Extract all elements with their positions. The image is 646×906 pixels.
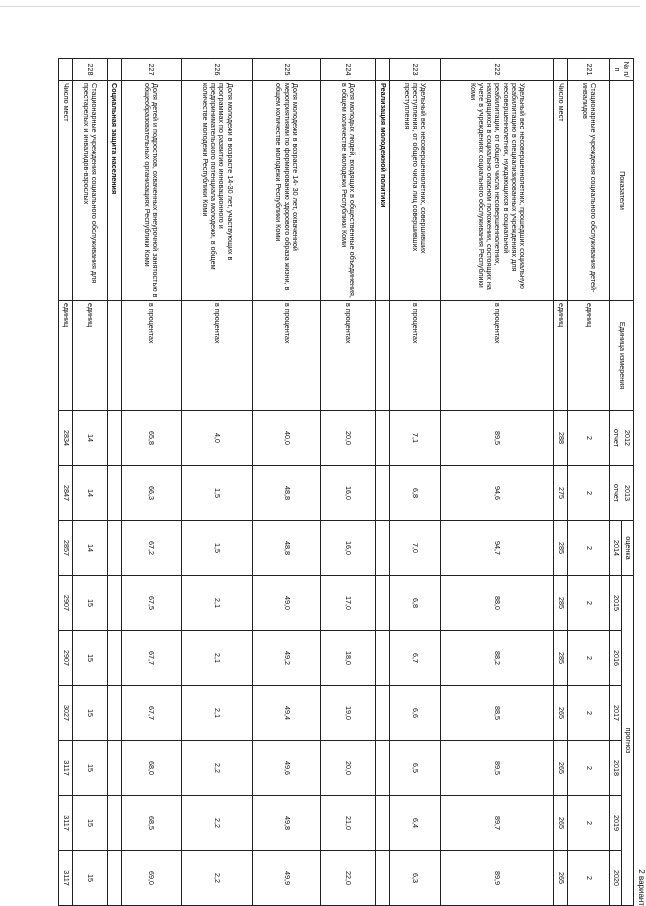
- row-number: [59, 59, 73, 81]
- value-cell: 49,2: [253, 631, 320, 686]
- value-cell: 89,5: [441, 741, 554, 796]
- section-title: Социальная защита населения: [107, 81, 121, 301]
- section-empty-cell: [107, 851, 121, 906]
- value-cell: 88,5: [441, 686, 554, 741]
- value-cell: 2847: [59, 466, 73, 521]
- value-cell: 15: [72, 796, 107, 851]
- table-row: [72, 59, 107, 906]
- value-cell: 89,9: [441, 851, 554, 906]
- value-cell: 2: [568, 576, 610, 631]
- value-cell: 14: [72, 411, 107, 466]
- section-empty-cell: [107, 521, 121, 576]
- value-cell: 3117: [59, 741, 73, 796]
- header-year-2013: 2013: [622, 466, 634, 521]
- indicator-name: Число мест: [554, 81, 568, 301]
- header-year-2014-note: оценка: [622, 521, 634, 576]
- value-cell: 6,8: [390, 466, 441, 521]
- table-row: [253, 59, 320, 906]
- indicators-table: [58, 58, 634, 906]
- value-cell: 49,0: [253, 576, 320, 631]
- value-cell: 49,4: [253, 686, 320, 741]
- variant-label: 2 вариант: [637, 869, 646, 906]
- unit-cell: в процентах: [181, 301, 253, 411]
- header-year-2012: 2012: [622, 411, 634, 466]
- row-number: 225: [253, 59, 320, 81]
- value-cell: 67,5: [121, 576, 181, 631]
- value-cell: 89,5: [441, 411, 554, 466]
- value-cell: 6,5: [390, 741, 441, 796]
- row-number: [554, 59, 568, 81]
- value-cell: 2,1: [181, 686, 253, 741]
- header-year-2014: 2014: [610, 521, 622, 576]
- value-cell: 2,2: [181, 851, 253, 906]
- table-body: [59, 59, 610, 906]
- value-cell: 15: [72, 686, 107, 741]
- section-empty-cell: [107, 576, 121, 631]
- section-empty-cell: [107, 796, 121, 851]
- value-cell: 6,4: [390, 796, 441, 851]
- value-cell: 2907: [59, 631, 73, 686]
- rotated-table-container: [58, 58, 646, 906]
- value-cell: 66,3: [121, 466, 181, 521]
- value-cell: 288: [554, 411, 568, 466]
- value-cell: 3117: [59, 796, 73, 851]
- value-cell: 68,0: [121, 741, 181, 796]
- section-row: [376, 59, 390, 906]
- value-cell: 15: [72, 851, 107, 906]
- value-cell: 4,0: [181, 411, 253, 466]
- header-num: № п/п: [610, 59, 634, 81]
- indicator-name: Число мест: [59, 81, 73, 301]
- header-note-2013: отчет: [610, 466, 622, 521]
- value-cell: 20,0: [320, 741, 376, 796]
- table-row: [121, 59, 181, 906]
- value-cell: 285: [554, 576, 568, 631]
- value-cell: 265: [554, 741, 568, 796]
- table-header: [610, 59, 634, 906]
- section-empty-cell: [376, 466, 390, 521]
- section-empty-cell: [376, 631, 390, 686]
- value-cell: 2: [568, 851, 610, 906]
- value-cell: 7,1: [390, 411, 441, 466]
- section-empty-cell: [107, 686, 121, 741]
- value-cell: 40,0: [253, 411, 320, 466]
- value-cell: 14: [72, 466, 107, 521]
- value-cell: 6,7: [390, 631, 441, 686]
- value-cell: 15: [72, 576, 107, 631]
- header-year-2017: 2017: [610, 686, 622, 741]
- indicator-name: Стационарные учреждения социального обслуживания детей-инвалидов: [568, 81, 610, 301]
- value-cell: 3027: [59, 686, 73, 741]
- value-cell: 67,7: [121, 686, 181, 741]
- header-note-2012: отчет: [610, 411, 622, 466]
- value-cell: 14: [72, 521, 107, 576]
- value-cell: 1,5: [181, 466, 253, 521]
- header-indicator: Показатели: [610, 81, 634, 301]
- indicator-name: Стационарные учреждения социального обслуживания для престарелых и инвалидов-взрослых: [72, 81, 107, 301]
- unit-cell: в процентах: [320, 301, 376, 411]
- header-year-2016: 2016: [610, 631, 622, 686]
- table-row: [320, 59, 376, 906]
- section-row: [107, 59, 121, 906]
- unit-cell: единиц: [554, 301, 568, 411]
- row-number: 226: [181, 59, 253, 81]
- value-cell: 285: [554, 631, 568, 686]
- value-cell: 6,8: [390, 576, 441, 631]
- row-number: 224: [320, 59, 376, 81]
- section-empty-cell: [376, 796, 390, 851]
- value-cell: 2: [568, 411, 610, 466]
- unit-cell: в процентах: [121, 301, 181, 411]
- section-num-cell: [107, 59, 121, 81]
- unit-cell: единиц: [568, 301, 610, 411]
- value-cell: 15: [72, 631, 107, 686]
- unit-cell: в процентах: [253, 301, 320, 411]
- value-cell: 275: [554, 466, 568, 521]
- value-cell: 49,6: [253, 741, 320, 796]
- section-num-cell: [376, 59, 390, 81]
- header-year-2015: 2015: [610, 576, 622, 631]
- value-cell: 265: [554, 686, 568, 741]
- row-number: 223: [390, 59, 441, 81]
- header-year-2019: 2019: [610, 796, 622, 851]
- value-cell: 67,2: [121, 521, 181, 576]
- value-cell: 285: [554, 521, 568, 576]
- indicator-name: Доля молодых людей, входящих в общественные объединения, в общем количестве молодежи Республики Коми: [320, 81, 376, 301]
- section-empty-cell: [107, 466, 121, 521]
- value-cell: 22,0: [320, 851, 376, 906]
- value-cell: 88,0: [441, 576, 554, 631]
- section-empty-cell: [107, 411, 121, 466]
- indicator-name: Доля молодежи в возрасте 14-30 лет, участвующих в программах по развитию инновационного и предпринимательского потенциала молодежи, в общем количестве молодежи Республики Коми: [181, 81, 253, 301]
- header-forecast: прогноз: [622, 576, 634, 906]
- header-year-2018: 2018: [610, 741, 622, 796]
- header-year-2020: 2020: [610, 851, 622, 906]
- section-empty-cell: [376, 741, 390, 796]
- unit-cell: в процентах: [441, 301, 554, 411]
- value-cell: 2,2: [181, 741, 253, 796]
- table-row: [390, 59, 441, 906]
- unit-cell: единиц: [59, 301, 73, 411]
- unit-cell: единиц: [72, 301, 107, 411]
- value-cell: 2: [568, 631, 610, 686]
- value-cell: 16,0: [320, 521, 376, 576]
- section-empty-cell: [376, 521, 390, 576]
- value-cell: 7,0: [390, 521, 441, 576]
- value-cell: 2857: [59, 521, 73, 576]
- value-cell: 2: [568, 796, 610, 851]
- value-cell: 94,6: [441, 466, 554, 521]
- value-cell: 17,0: [320, 576, 376, 631]
- value-cell: 2: [568, 466, 610, 521]
- value-cell: 2: [568, 521, 610, 576]
- value-cell: 18,0: [320, 631, 376, 686]
- table-row: [59, 59, 73, 906]
- value-cell: 20,0: [320, 411, 376, 466]
- header-unit: Единица измерения: [610, 301, 634, 411]
- table-row: [568, 59, 610, 906]
- unit-cell: в процентах: [390, 301, 441, 411]
- section-empty-cell: [376, 851, 390, 906]
- value-cell: 49,8: [253, 796, 320, 851]
- value-cell: 48,8: [253, 466, 320, 521]
- row-number: 221: [568, 59, 610, 81]
- value-cell: 69,0: [121, 851, 181, 906]
- indicator-name: Удельный вес несовершеннолетних, совершивших преступления, от общего числа лиц совершивших преступления: [390, 81, 441, 301]
- table-row: [441, 59, 554, 906]
- value-cell: 2,2: [181, 796, 253, 851]
- value-cell: 16,0: [320, 466, 376, 521]
- value-cell: 6,3: [390, 851, 441, 906]
- value-cell: 265: [554, 796, 568, 851]
- section-empty-cell: [107, 741, 121, 796]
- value-cell: 48,8: [253, 521, 320, 576]
- value-cell: 15: [72, 741, 107, 796]
- row-number: 222: [441, 59, 554, 81]
- indicator-name: Доля молодежи в возрасте 14- 30 лет, охваченной мероприятиями по формированию здорового образа жизни, в общем количестве молодежи Республики Коми: [253, 81, 320, 301]
- value-cell: 49,9: [253, 851, 320, 906]
- row-number: 227: [121, 59, 181, 81]
- row-number: 228: [72, 59, 107, 81]
- value-cell: 19,0: [320, 686, 376, 741]
- section-empty-cell: [107, 631, 121, 686]
- section-empty-cell: [376, 576, 390, 631]
- value-cell: 68,5: [121, 796, 181, 851]
- indicator-name: Доля детей и подростков, охваченных внеурочной занятостью в общеобразовательных организациях Республики Коми: [121, 81, 181, 301]
- value-cell: 89,7: [441, 796, 554, 851]
- value-cell: 65,8: [121, 411, 181, 466]
- section-empty-cell: [107, 301, 121, 411]
- value-cell: 6,6: [390, 686, 441, 741]
- value-cell: 67,7: [121, 631, 181, 686]
- table-row: [181, 59, 253, 906]
- value-cell: 3117: [59, 851, 73, 906]
- value-cell: 2834: [59, 411, 73, 466]
- value-cell: 94,7: [441, 521, 554, 576]
- value-cell: 88,2: [441, 631, 554, 686]
- value-cell: 2: [568, 686, 610, 741]
- value-cell: 2,1: [181, 576, 253, 631]
- section-empty-cell: [376, 301, 390, 411]
- section-title: Реализация молодежной политики: [376, 81, 390, 301]
- indicator-name: Удельный вес несовершеннолетних, прошедших социальную реабилитацию в специализированных учреждениях для несовершеннолетних, нуждающихся в социальной реабилитации, от общего числа несовершеннолетних, находящихся в социально опасном положении, состоящих на учете в учреждениях социального обслуживания Республики Коми: [441, 81, 554, 301]
- value-cell: 2,1: [181, 631, 253, 686]
- scan-edge-line: [0, 6, 640, 7]
- value-cell: 265: [554, 851, 568, 906]
- value-cell: 2907: [59, 576, 73, 631]
- table-row: [554, 59, 568, 906]
- section-empty-cell: [376, 411, 390, 466]
- value-cell: 21,0: [320, 796, 376, 851]
- value-cell: 1,5: [181, 521, 253, 576]
- section-empty-cell: [376, 686, 390, 741]
- value-cell: 2: [568, 741, 610, 796]
